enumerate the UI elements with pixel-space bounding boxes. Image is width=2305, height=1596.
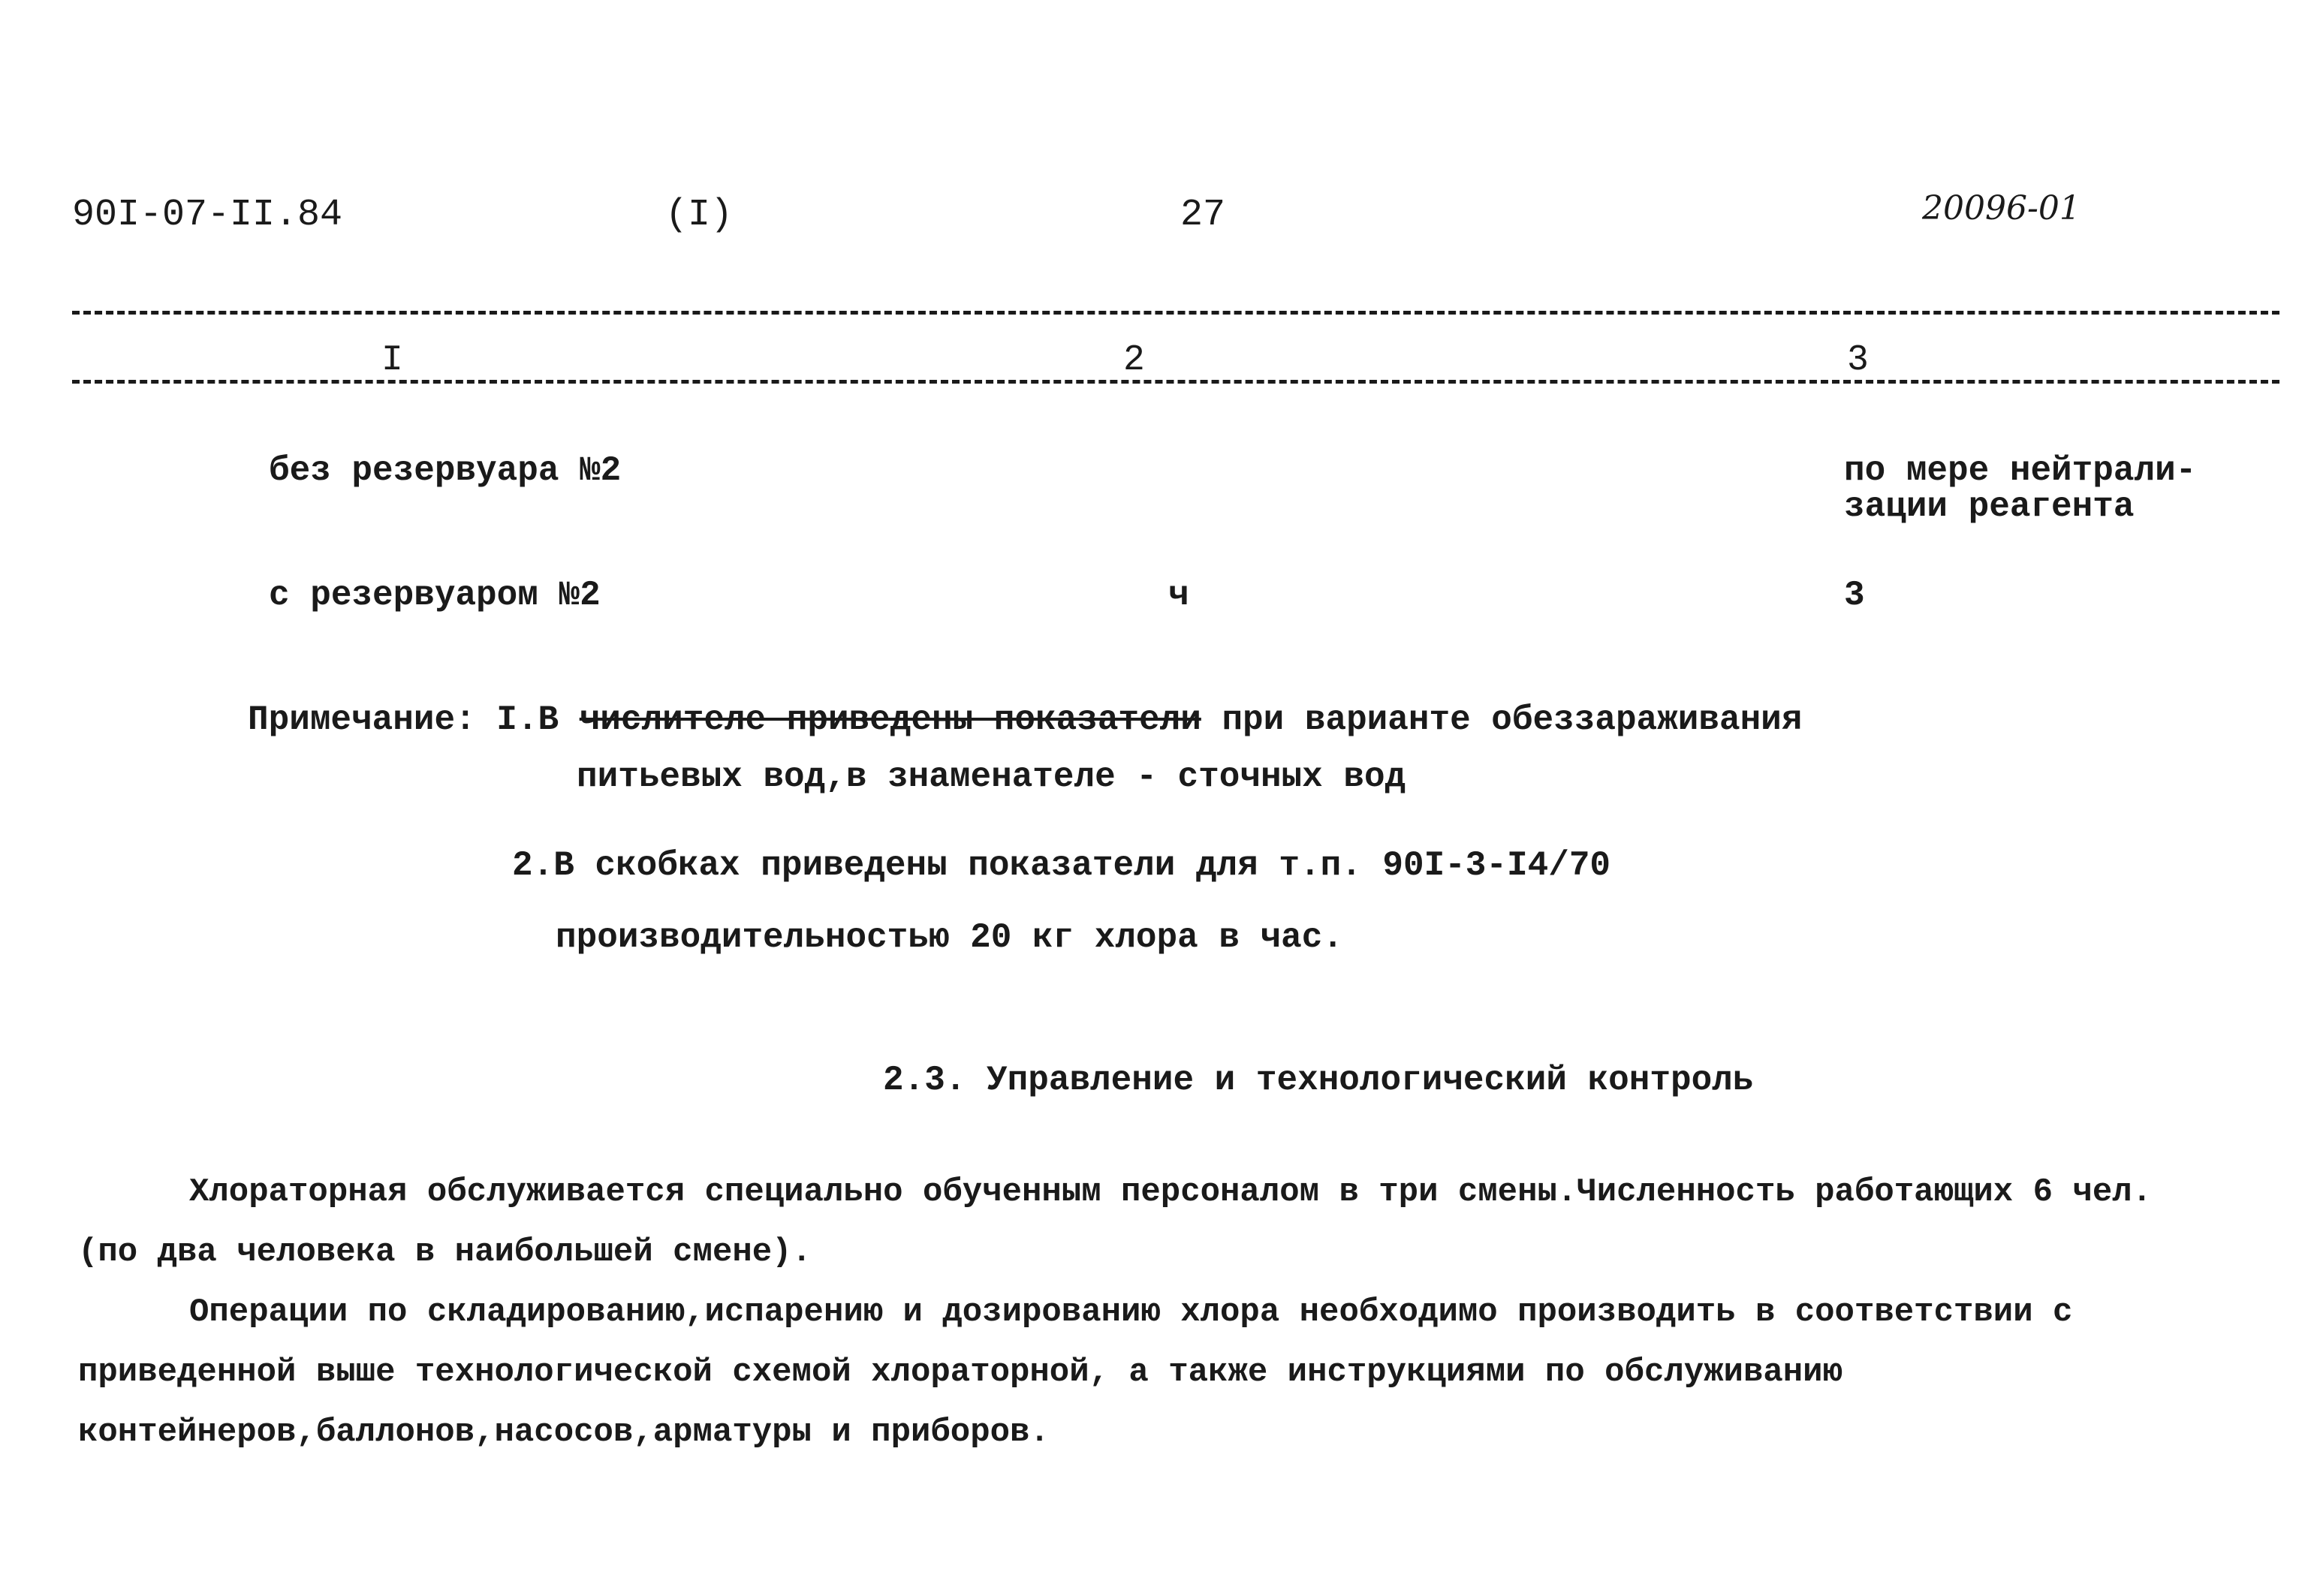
row-1-label: без резервуара №2 bbox=[269, 451, 622, 490]
note-1-rest: при варианте обеззараживания bbox=[1222, 700, 1803, 739]
row-2-unit: ч bbox=[1168, 576, 1189, 615]
page-number: 27 bbox=[1180, 194, 1226, 236]
column-number-2: 2 bbox=[1120, 342, 1148, 378]
section-heading: 2.3. Управление и технологический контроль bbox=[883, 1061, 1754, 1100]
row-1-value-line-1: по мере нейтрали- bbox=[1844, 451, 2197, 490]
document-code: 90I-07-II.84 bbox=[72, 194, 343, 236]
column-number-1: I bbox=[378, 342, 406, 378]
note-1-prefix: I.В bbox=[496, 700, 559, 739]
row-2-label: с резервуаром №2 bbox=[269, 576, 601, 615]
note-2-line-2: производительностью 20 кг хлора в час. bbox=[556, 918, 1343, 957]
handwritten-reference: 20096-01 bbox=[1922, 189, 2081, 227]
part-number: (I) bbox=[665, 194, 734, 236]
row-1-value-line-2: зации реагента bbox=[1844, 487, 2135, 526]
note-label: Примечание: bbox=[248, 700, 476, 739]
paragraph-staffing: Хлораторная обслуживается специально обученным персоналом в три смены.Численность работающих 6 чел. (по два человека в наибольшей смене). bbox=[78, 1173, 2153, 1271]
row-2-value: 3 bbox=[1844, 576, 1865, 615]
table-header-rule bbox=[72, 380, 2279, 384]
note-1-line-1 bbox=[248, 700, 1803, 739]
note-1-struck-text: числителе приведены показатели bbox=[579, 700, 1201, 739]
note-1-line-2: питьевых вод,в знаменателе - сточных вод bbox=[577, 757, 1406, 796]
paragraph-operations: Операции по складированию,испарению и дозированию хлора необходимо производить в соответствии с приведенной выше технологической схемой хлораторной, а также инструкциями по обслуживанию контейнеров,баллонов,насосов,арматуры и приборов. bbox=[78, 1293, 2073, 1451]
column-number-3: 3 bbox=[1844, 342, 1872, 378]
note-2-line-1: 2.В скобках приведены показатели для т.п. 90I-3-I4/70 bbox=[512, 846, 1611, 885]
table-top-rule bbox=[72, 311, 2279, 315]
